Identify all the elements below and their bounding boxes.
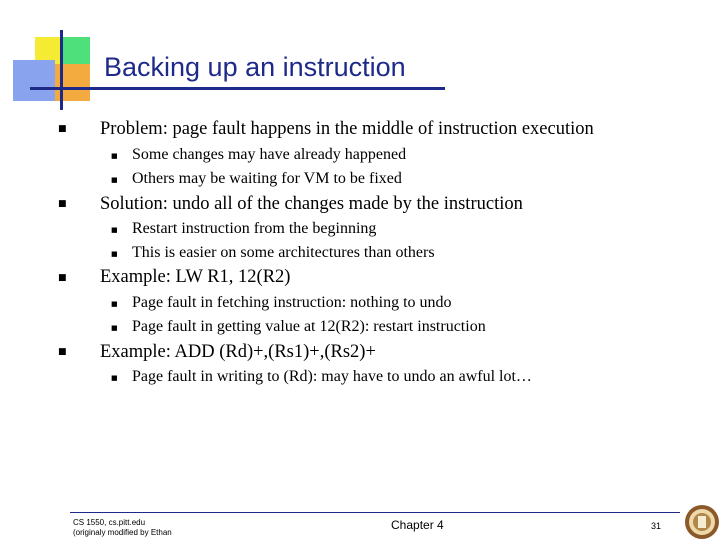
sub-bullet-text: This is easier on some architectures than others <box>132 244 435 261</box>
footer-rule <box>70 512 680 513</box>
bullet-icon: ■ <box>58 273 67 283</box>
footer-course-line2: (originaly modified by Ethan <box>73 528 172 537</box>
bullet-text: Example: ADD (Rd)+,(Rs1)+,(Rs2)+ <box>100 342 376 362</box>
sub-bullet-icon: ■ <box>111 250 118 258</box>
footer-course <box>73 518 172 538</box>
sub-bullet-text: Page fault in writing to (Rd): may have to undo an awful lot… <box>132 368 532 385</box>
bullet-icon: ■ <box>58 347 67 357</box>
title-underline <box>30 87 445 90</box>
sub-bullet-icon: ■ <box>111 226 118 234</box>
logo-square-blue <box>13 60 55 101</box>
bullet-icon: ■ <box>58 199 67 209</box>
title-vertical-rule <box>60 30 63 110</box>
university-seal-icon <box>684 504 720 540</box>
sub-bullet-icon: ■ <box>111 374 118 382</box>
bullet-text: Problem: page fault happens in the middle of instruction execution <box>100 119 594 139</box>
footer-chapter: Chapter 4 <box>391 518 444 532</box>
bullet-icon: ■ <box>58 124 67 134</box>
sub-bullet-icon: ■ <box>111 176 118 184</box>
bullet-text: Example: LW R1, 12(R2) <box>100 267 291 287</box>
bullet-text: Solution: undo all of the changes made by the instruction <box>100 194 523 214</box>
footer-course-line1: CS 1550, cs.pitt.edu <box>73 518 146 527</box>
sub-bullet-text: Restart instruction from the beginning <box>132 220 377 237</box>
sub-bullet-icon: ■ <box>111 152 118 160</box>
sub-bullet-icon: ■ <box>111 300 118 308</box>
sub-bullet-text: Page fault in getting value at 12(R2): restart instruction <box>132 318 486 335</box>
sub-bullet-text: Page fault in fetching instruction: nothing to undo <box>132 294 452 311</box>
sub-bullet-icon: ■ <box>111 324 118 332</box>
sub-bullet-text: Some changes may have already happened <box>132 146 407 163</box>
logo-square-green <box>62 37 90 64</box>
sub-bullet-text: Others may be waiting for VM to be fixed <box>132 170 402 187</box>
page-number: 31 <box>651 521 662 531</box>
slide-title: Backing up an instruction <box>104 52 406 82</box>
